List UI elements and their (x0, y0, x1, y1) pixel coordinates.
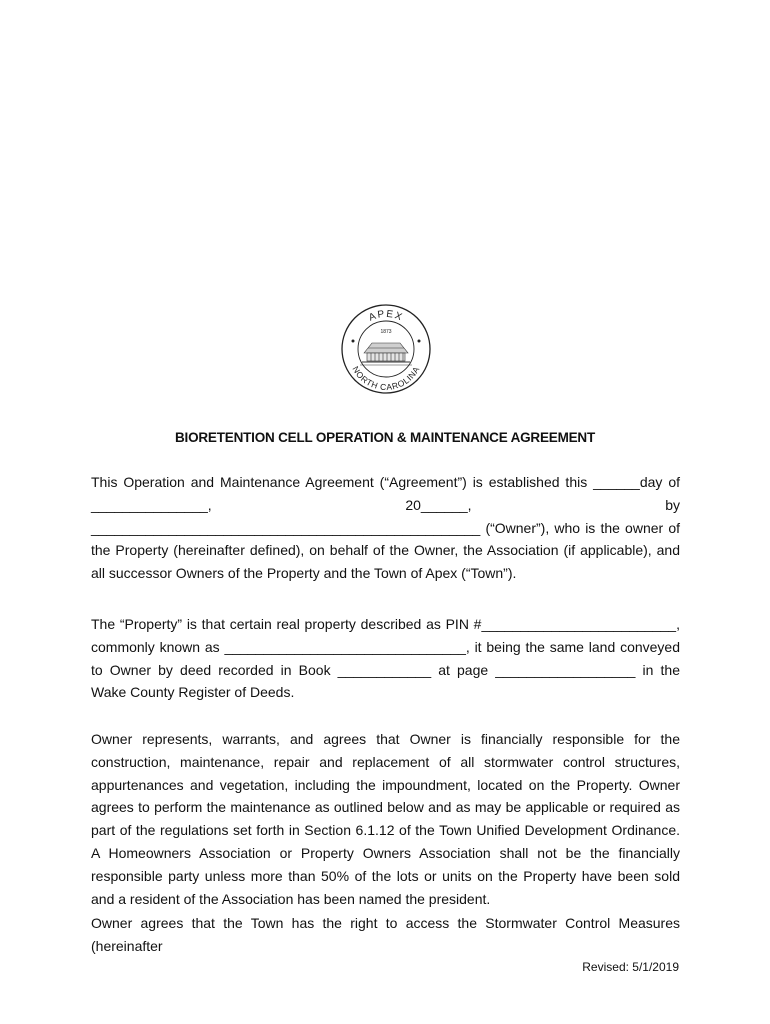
document-title: BIORETENTION CELL OPERATION & MAINTENANCE AGREEMENT (174, 430, 596, 445)
svg-text:NORTH CAROLINA (350, 364, 421, 392)
paragraph-town-access: Owner agrees that the Town has the right to access the Stormwater Control Measures (hereinafter (91, 915, 680, 954)
depot-illustration (360, 343, 412, 365)
paragraph-property-description: The “Property” is that certain real property described as PIN #_________________________, commonly known as _______________________________, it being the same land conveyed to Owner by deed recorded in Book ____________ at page __________________ in the Wake County Register of Deeds. (91, 616, 680, 701)
town-seal-icon (340, 303, 432, 395)
seal-year: 1873 (380, 329, 392, 335)
paragraph-owner-responsibility: Owner represents, warrants, and agrees that Owner is financially responsible for the construction, maintenance, repair and replacement of all stormwater control structures, appurtenances and vegetation, including the impoundment, located on the Property. Owner agrees to perform the maintenance as outlined below and as may be applicable or required as part of the regulations set forth in Section 6.1.12 of the Town Unified Development Ordinance. A Homeowners Association or Property Owners Association shall not be the financially responsible party unless more than 50% of the lots or units on the Property have been sold and a resident of the Association has been named the president. (91, 731, 680, 907)
seal-bottom-text: NORTH CAROLINA (350, 364, 422, 393)
seal-top-text: APEX (367, 308, 405, 324)
paragraph-agreement-intro: This Operation and Maintenance Agreement (“Agreement”) is established this ______day of _______________, 20______, by __________________________________________________ (“Owner”), who is the owner of the Property (hereinafter defined), on behalf of the Owner, the Association (if applicable), and all successor Owners of the Property and the Town of Apex (“Town”). (91, 474, 680, 582)
revision-date: Revised: 5/1/2019 (582, 960, 679, 974)
